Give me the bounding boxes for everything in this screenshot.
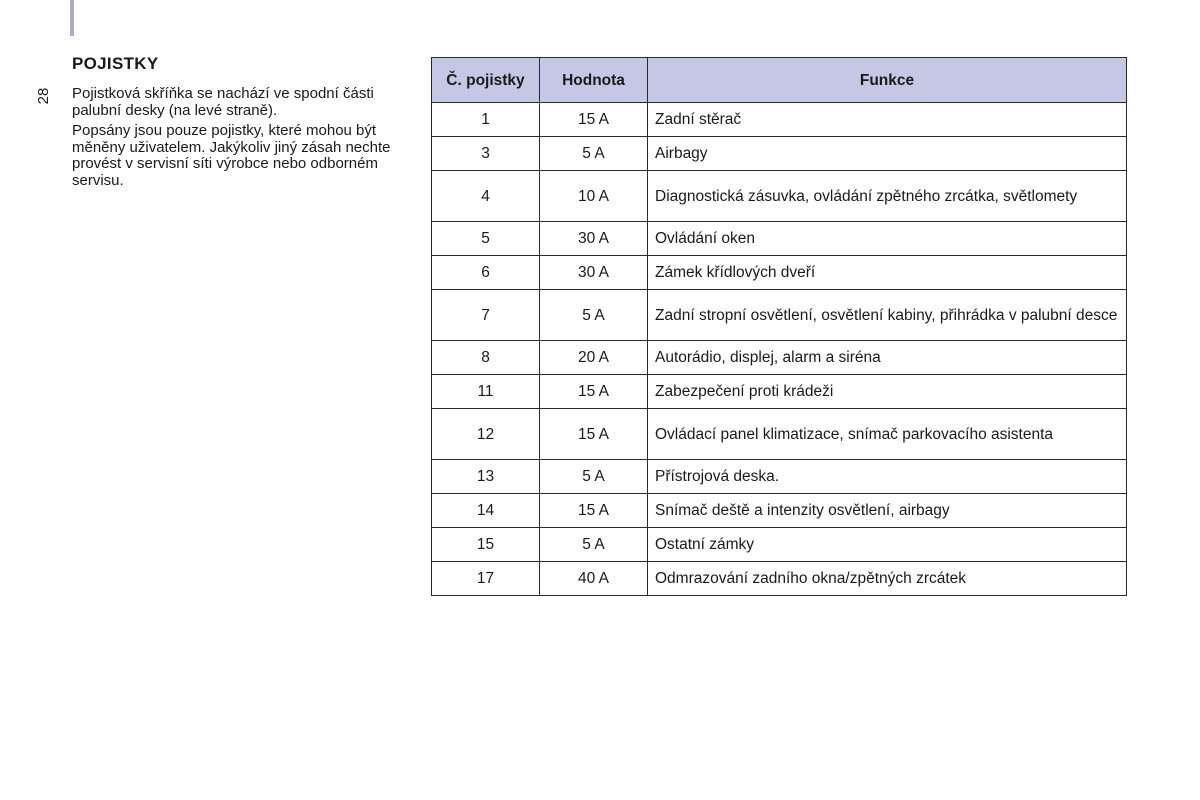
fuse-number-cell: 17 bbox=[432, 562, 540, 596]
fuse-value-cell: 5 A bbox=[540, 460, 648, 494]
page-number: 28 bbox=[35, 87, 52, 105]
fuse-value-cell: 15 A bbox=[540, 409, 648, 460]
fuse-value-cell: 5 A bbox=[540, 528, 648, 562]
table-row bbox=[432, 137, 1127, 171]
fuse-number-cell: 11 bbox=[432, 375, 540, 409]
fuse-function-cell: Zabezpečení proti krádeži bbox=[648, 375, 1127, 409]
table-row bbox=[432, 562, 1127, 596]
table-row bbox=[432, 409, 1127, 460]
fuse-value-cell: 30 A bbox=[540, 256, 648, 290]
fuse-number-cell: 13 bbox=[432, 460, 540, 494]
fuse-number-cell: 1 bbox=[432, 103, 540, 137]
table-row bbox=[432, 171, 1127, 222]
table-row bbox=[432, 528, 1127, 562]
fuse-table-header-row bbox=[432, 58, 1127, 103]
intro-paragraph-service: Popsány jsou pouze pojistky, které mohou být měněny uživatelem. Jakýkoliv jiný zásah nechte provést v servisní síti výrobce nebo odborném servisu. bbox=[72, 122, 391, 189]
fuse-value-cell: 5 A bbox=[540, 137, 648, 171]
fuse-function-cell: Zámek křídlových dveří bbox=[648, 256, 1127, 290]
header-fuse-value: Hodnota bbox=[540, 58, 648, 103]
header-fuse-number: Č. pojistky bbox=[432, 58, 540, 103]
fuse-number-cell: 7 bbox=[432, 290, 540, 341]
fuse-number-cell: 15 bbox=[432, 528, 540, 562]
fuse-value-cell: 30 A bbox=[540, 222, 648, 256]
fuse-value-cell: 10 A bbox=[540, 171, 648, 222]
fuse-function-cell: Diagnostická zásuvka, ovládání zpětného zrcátka, světlomety bbox=[648, 171, 1127, 222]
table-row bbox=[432, 290, 1127, 341]
fuse-function-cell: Zadní stěrač bbox=[648, 103, 1127, 137]
fuse-value-cell: 15 A bbox=[540, 494, 648, 528]
fuse-value-cell: 15 A bbox=[540, 375, 648, 409]
table-row bbox=[432, 222, 1127, 256]
fuse-table bbox=[431, 57, 1127, 596]
fuse-function-cell: Odmrazování zadního okna/zpětných zrcátek bbox=[648, 562, 1127, 596]
fuse-function-cell: Ovládací panel klimatizace, snímač parkovacího asistenta bbox=[648, 409, 1127, 460]
fuse-number-cell: 5 bbox=[432, 222, 540, 256]
fuse-function-cell: Ovládání oken bbox=[648, 222, 1127, 256]
fuse-number-cell: 12 bbox=[432, 409, 540, 460]
table-row bbox=[432, 103, 1127, 137]
fuse-function-cell: Ostatní zámky bbox=[648, 528, 1127, 562]
header-fuse-function: Funkce bbox=[648, 58, 1127, 103]
fuse-function-cell: Zadní stropní osvětlení, osvětlení kabiny, přihrádka v palubní desce bbox=[648, 290, 1127, 341]
fuse-number-cell: 3 bbox=[432, 137, 540, 171]
fuse-function-cell: Snímač deště a intenzity osvětlení, airbagy bbox=[648, 494, 1127, 528]
table-row bbox=[432, 256, 1127, 290]
table-row bbox=[432, 375, 1127, 409]
fuse-function-cell: Přístrojová deska. bbox=[648, 460, 1127, 494]
fuse-number-cell: 14 bbox=[432, 494, 540, 528]
fuse-number-cell: 6 bbox=[432, 256, 540, 290]
section-title: POJISTKY bbox=[72, 54, 159, 73]
intro-section bbox=[72, 54, 402, 193]
fuse-function-cell: Autorádio, displej, alarm a siréna bbox=[648, 341, 1127, 375]
table-row bbox=[432, 494, 1127, 528]
fuse-value-cell: 20 A bbox=[540, 341, 648, 375]
margin-accent-bar bbox=[70, 0, 74, 36]
fuse-function-cell: Airbagy bbox=[648, 137, 1127, 171]
fuse-value-cell: 5 A bbox=[540, 290, 648, 341]
table-row bbox=[432, 341, 1127, 375]
intro-paragraph-location: Pojistková skříňka se nachází ve spodní části palubní desky (na levé straně). bbox=[72, 85, 374, 119]
table-row bbox=[432, 460, 1127, 494]
fuse-number-cell: 4 bbox=[432, 171, 540, 222]
fuse-value-cell: 15 A bbox=[540, 103, 648, 137]
fuse-value-cell: 40 A bbox=[540, 562, 648, 596]
fuse-number-cell: 8 bbox=[432, 341, 540, 375]
